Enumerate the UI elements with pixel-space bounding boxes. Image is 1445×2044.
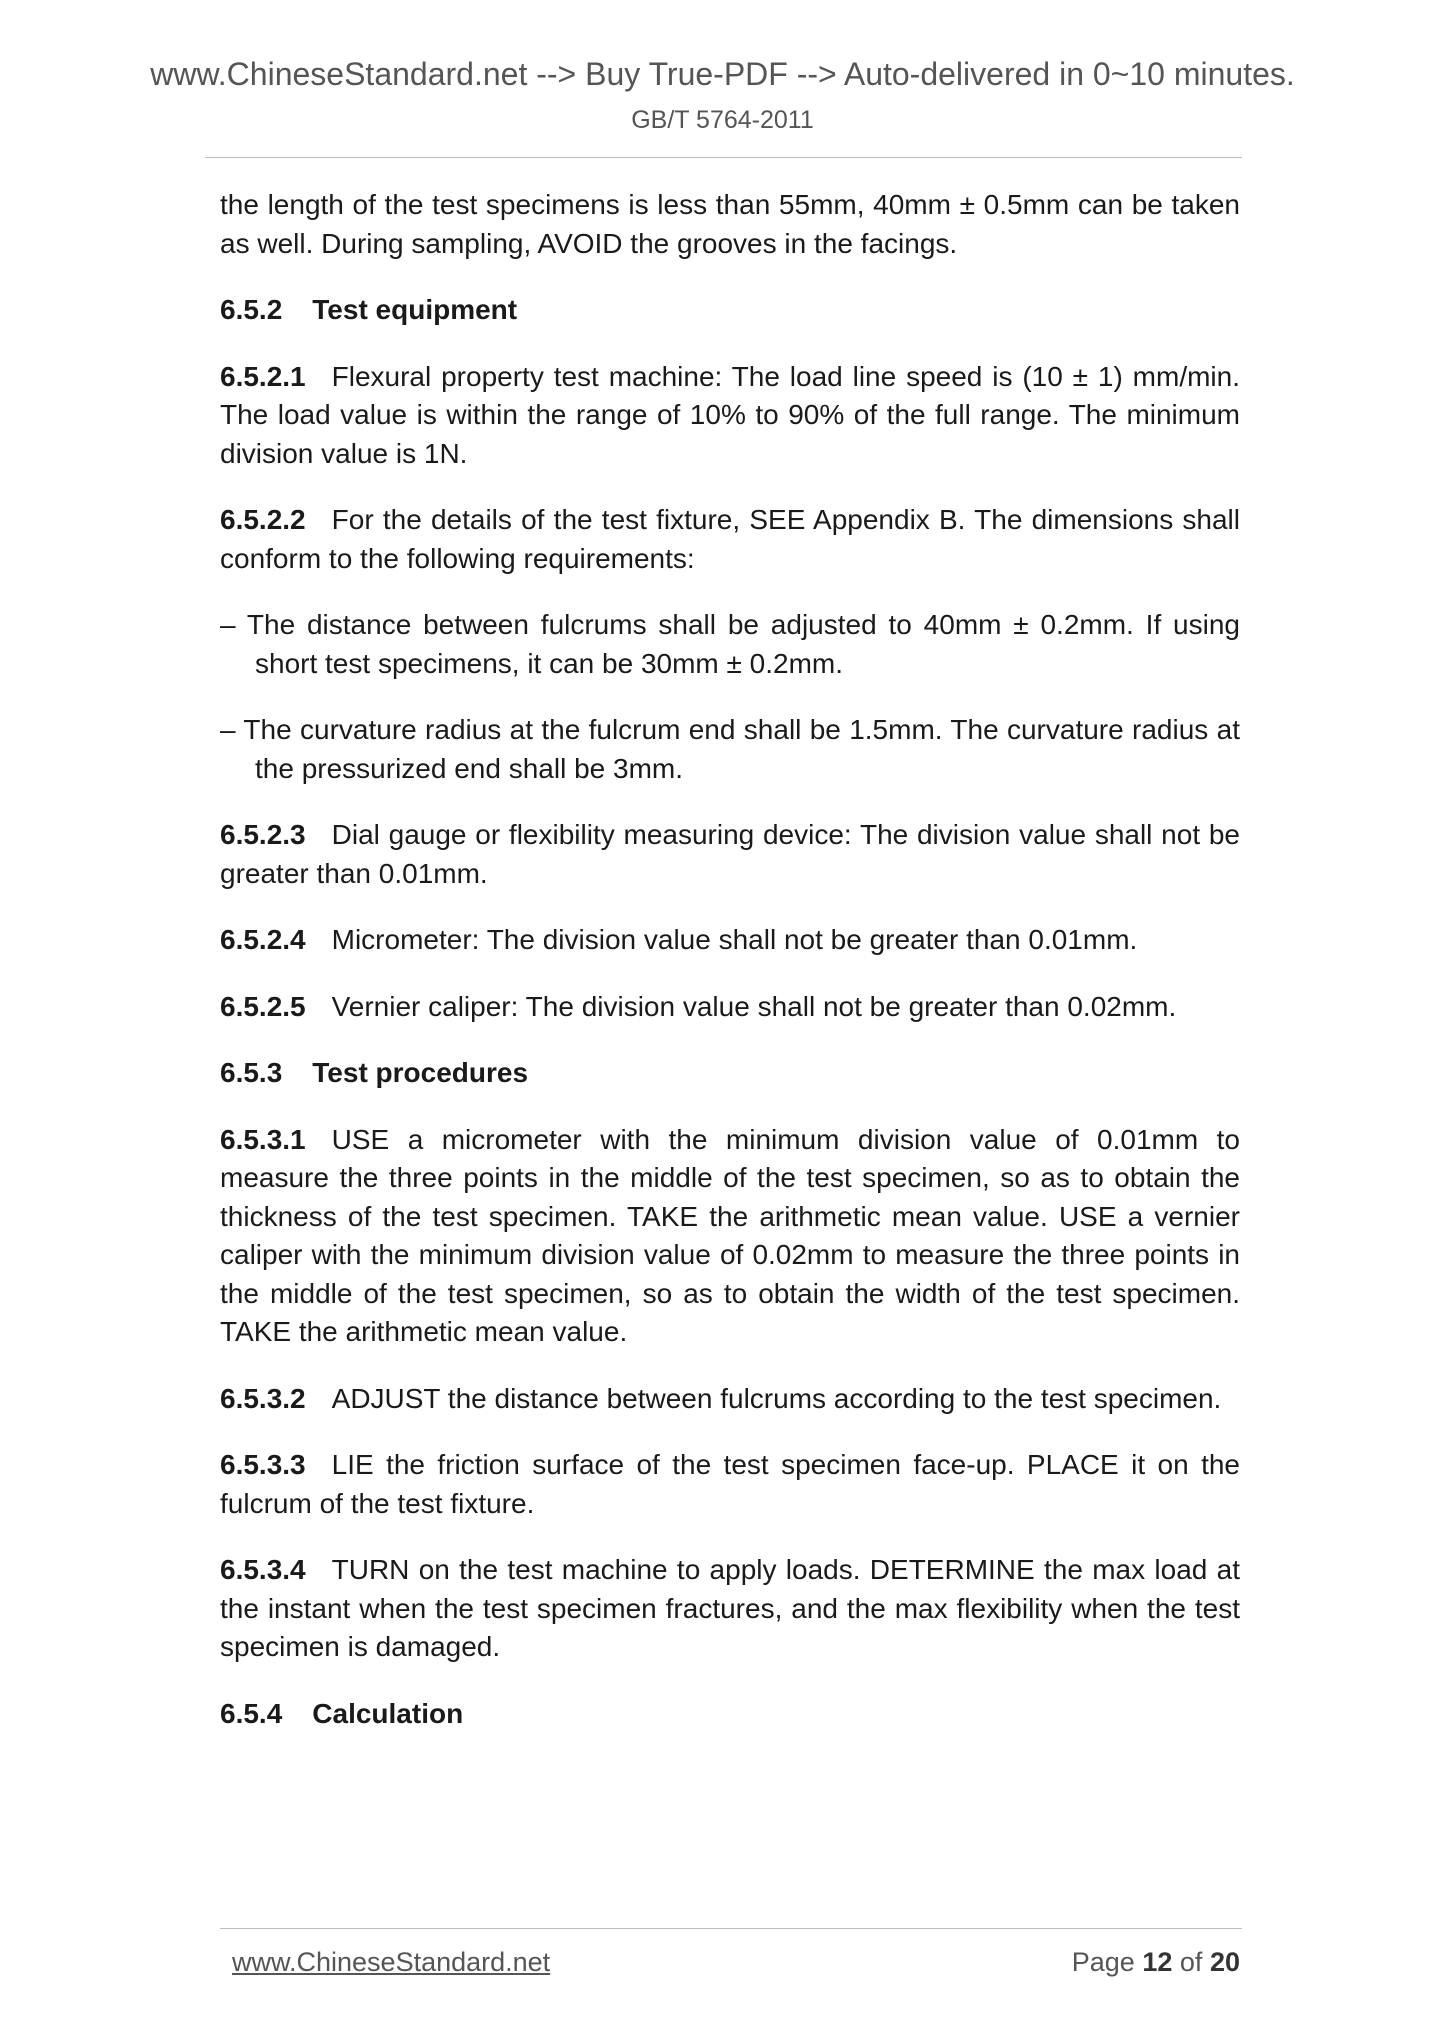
clause-text: USE a micrometer with the minimum division value of 0.01mm to measure the three points in the middle of the test specimen, so as to obtain the thickness of the test specimen. TAKE the arithmetic mean value. USE a vernier caliper with the minimum division value of 0.02mm to measure the three points in the middle of the test specimen, so as to obtain the width of the test specimen. TAKE the arithmetic mean value. <box>220 1123 1240 1347</box>
clause-number: 6.5.2.5 <box>220 990 306 1022</box>
page-number <box>1072 1947 1240 1978</box>
section-heading-6-5-4 <box>220 1695 1240 1734</box>
clause-6-5-2-1 <box>220 358 1240 474</box>
clause-number: 6.5.3.2 <box>220 1382 306 1414</box>
total-pages: 20 <box>1209 1947 1240 1977</box>
footer-website-link[interactable]: www.ChineseStandard.net <box>232 1947 551 1977</box>
clause-text: Micrometer: The division value shall not be greater than 0.01mm. <box>331 924 1138 955</box>
clause-number: 6.5.2.3 <box>220 819 306 850</box>
clause-6-5-2-5 <box>220 988 1240 1027</box>
clause-6-5-3-4 <box>220 1551 1240 1667</box>
clause-text: Vernier caliper: The division value shall not be greater than 0.02mm. <box>331 990 1177 1022</box>
clause-number: 6.5.3.4 <box>220 1554 306 1585</box>
page-body <box>220 186 1240 1761</box>
clause-6-5-3-1 <box>220 1121 1240 1352</box>
clause-text: LIE the friction surface of the test specimen face-up. PLACE it on the fulcrum of the test fixture. <box>220 1449 1240 1519</box>
clause-text: Dial gauge or flexibility measuring device: The division value shall not be greater than 0.01mm. <box>220 819 1240 889</box>
clause-text: ADJUST the distance between fulcrums according to the test specimen. <box>331 1382 1222 1414</box>
section-title: Test procedures <box>312 1057 529 1088</box>
clause-number: 6.5.2.4 <box>220 924 306 955</box>
section-number: 6.5.3 <box>220 1057 283 1088</box>
clause-text: TURN on the test machine to apply loads. DETERMINE the max load at the instant when the test specimen fractures, and the max flexibility when the test specimen is damaged. <box>220 1554 1240 1662</box>
clause-number: 6.5.2.2 <box>220 504 306 535</box>
section-heading-6-5-3 <box>220 1054 1240 1093</box>
section-heading-6-5-2 <box>220 291 1240 330</box>
document-id: GB/T 5764-2011 <box>631 106 814 134</box>
current-page: 12 <box>1142 1947 1173 1977</box>
header-divider <box>205 157 1242 158</box>
section-number: 6.5.2 <box>220 294 283 325</box>
footer-divider <box>220 1928 1242 1929</box>
clause-number: 6.5.2.1 <box>220 360 306 392</box>
list-item: – The distance between fulcrums shall be adjusted to 40mm ± 0.2mm. If using short test specimens, it can be 30mm ± 0.2mm. <box>220 609 1240 679</box>
section-title: Test equipment <box>312 294 518 325</box>
clause-text: For the details of the test fixture, SEE Appendix B. The dimensions shall conform to the following requirements: <box>220 504 1240 574</box>
clause-6-5-2-4 <box>220 921 1240 960</box>
clause-6-5-2-3 <box>220 816 1240 893</box>
page-label: Page <box>1071 1947 1135 1977</box>
header-banner: www.ChineseStandard.net --> Buy True-PDF --> Auto-delivered in 0~10 minutes. <box>150 56 1295 92</box>
clause-number: 6.5.3.3 <box>220 1449 306 1480</box>
list-item: – The curvature radius at the fulcrum end shall be 1.5mm. The curvature radius at the pressurized end shall be 3mm. <box>220 714 1240 784</box>
intro-paragraph: the length of the test specimens is less than 55mm, 40mm ± 0.5mm can be taken as well. During sampling, AVOID the grooves in the facings. <box>220 189 1240 259</box>
section-title: Calculation <box>312 1697 464 1729</box>
section-number: 6.5.4 <box>220 1697 283 1729</box>
clause-text: Flexural property test machine: The load line speed is (10 ± 1) mm/min. The load value is within the range of 10% to 90% of the full range. The minimum division value is 1N. <box>220 360 1240 469</box>
clause-6-5-3-2 <box>220 1380 1240 1419</box>
clause-6-5-2-2 <box>220 501 1240 578</box>
clause-number: 6.5.3.1 <box>220 1123 306 1155</box>
clause-6-5-3-3 <box>220 1446 1240 1523</box>
page-of-label: of <box>1179 1947 1203 1977</box>
